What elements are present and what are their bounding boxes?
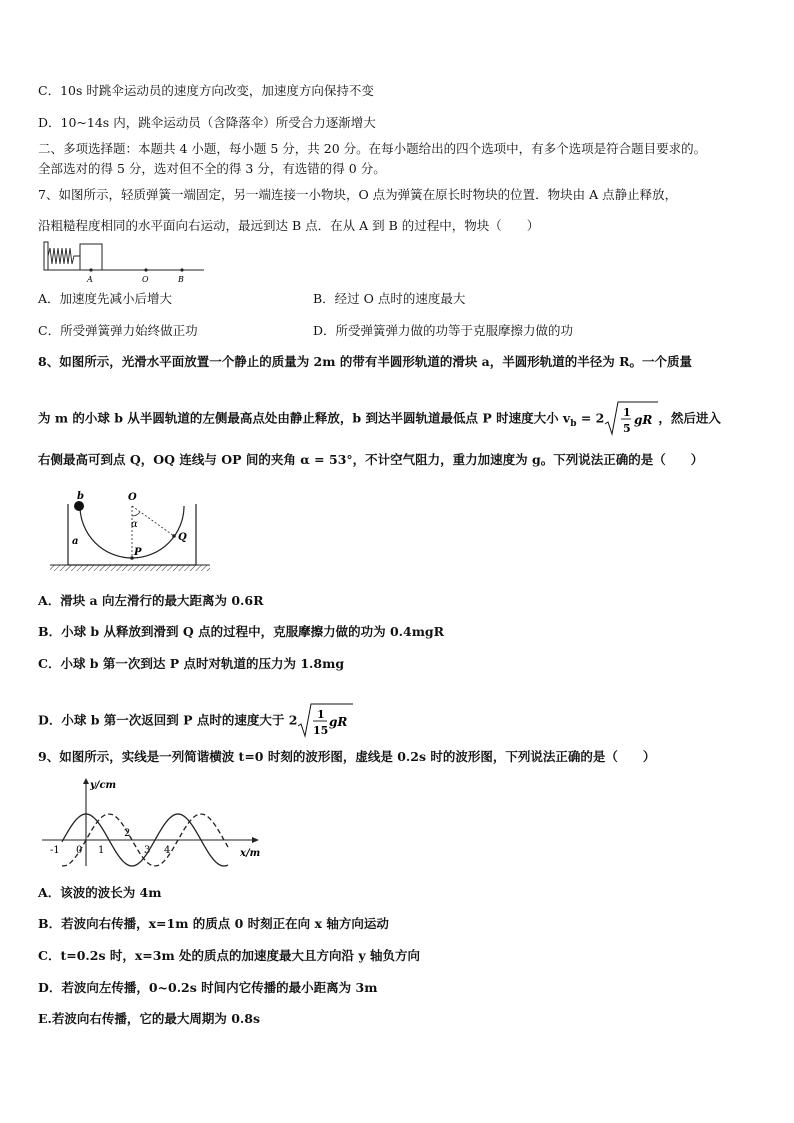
label-alpha: α [131,519,138,530]
tick-2: 2 [124,828,131,839]
q8-option-a: A．滑块 a 向左滑行的最大距离为 0.6R [38,593,264,608]
q7-stem-2: 沿粗糙程度相同的水平面向右运动，最远到达 B 点．在从 A 到 B 的过程中，物块（ ） [38,218,540,233]
q8-stem-2-end: ，然后进入 [658,410,721,426]
rad-gr-d: gR [329,715,348,729]
q8-option-d-text: D．小球 b 第一次返回到 P 点时的速度大于 2 [38,712,298,728]
sqrt-option-d [297,702,353,740]
frac-num: 1 [623,406,632,419]
tick-4: 4 [164,845,171,856]
tick-0: 0 [76,845,83,856]
frac-den: 5 [623,422,632,435]
axis-y-label: y/cm [90,780,117,791]
q9-option-a: A．该波的波长为 4m [38,885,162,900]
label-b: B [178,275,184,284]
radical-sign-d [297,702,353,740]
q7-figure [40,240,206,286]
label-o: O [128,492,137,503]
q8-option-c: C．小球 b 第一次到达 P 点时对轨道的压力为 1.8mg [38,656,345,671]
label-a: A [87,275,93,284]
vb-subscript: b [570,419,577,429]
q9-figure [40,778,265,868]
q8-eq: = 2 [576,410,605,426]
block [80,244,102,270]
ball-b [74,501,84,511]
q8-figure [50,490,210,578]
q7-option-a: A．加速度先减小后增大 [38,291,173,306]
label-q: Q [178,532,187,543]
spring [48,248,80,264]
tick-3: 3 [144,845,151,856]
q9-option-b: B．若波向右传播，x=1m 的质点 0 时刻正在向 x 轴方向运动 [38,916,389,931]
section2-heading: 二、多项选择题：本题共 4 小题，每小题 5 分，共 20 分。在每小题给出的四个选项中，有多个选项是符合题目要求的。 [38,141,707,156]
tick-1: 1 [98,845,105,856]
q7-option-d: D．所受弹簧弹力做的功等于克服摩擦力做的功 [313,323,574,338]
option-c-q6: C．10s 时跳伞运动员的速度方向改变，加速度方向保持不变 [38,83,374,98]
q9-stem: 9、如图所示，实线是一列简谐横波 t=0 时刻的波形图，虚线是 0.2s 时的波形图，下列说法正确的是（ ） [38,749,656,764]
q8-stem-2 [38,400,721,438]
q7-option-c: C．所受弹簧弹力始终做正功 [38,323,198,338]
q8-option-d [38,702,353,740]
axis-x-label: x/m [240,848,261,859]
frac-num-d: 1 [317,708,326,721]
q7-stem-1: 7、如图所示，轻质弹簧一端固定，另一端连接一小物块，O 点为弹簧在原长时物块的位置．物块由 A 点静止释放， [38,187,678,202]
label-a: a [72,536,79,547]
label-b: b [77,491,84,502]
q9-option-d: D．若波向左传播，0~0.2s 时间内它传播的最小距离为 3m [38,980,378,995]
q8-option-b: B．小球 b 从释放到滑到 Q 点的过程中，克服摩擦力做的功为 0.4mgR [38,624,445,639]
rad-gr: gR [634,413,653,427]
radical-sign [604,400,658,438]
q8-stem-1: 8、如图所示，光滑水平面放置一个静止的质量为 2m 的带有半圆形轨道的滑块 a，半圆形轨道的半径为 R。一个质量 [38,354,693,369]
frac-den-d: 15 [313,724,329,737]
q8-stem-3: 右侧最高可到点 Q，OQ 连线与 OP 间的夹角 α = 53°，不计空气阻力，重力加速度为 g。下列说法正确的是（ ） [38,452,704,467]
section2-scoring: 全部选对的得 5 分，选对但不全的得 3 分，有选错的得 0 分。 [38,161,386,176]
label-o: O [142,275,149,284]
option-d-q6: D．10~14s 内，跳伞运动员（含降落伞）所受合力逐渐增大 [38,115,376,130]
label-p: P [134,547,142,558]
q9-option-e: E.若波向右传播，它的最大周期为 0.8s [38,1011,261,1026]
q7-option-b: B．经过 O 点时的速度最大 [313,291,466,306]
q9-option-c: C．t=0.2s 时，x=3m 处的质点的加速度最大且方向沿 y 轴负方向 [38,948,421,963]
tick-neg1: -1 [50,845,60,856]
sqrt-vb [604,400,658,438]
q8-stem-2-text: 为 m 的小球 b 从半圆轨道的左侧最高点处由静止释放，b 到达半圆轨道最低点 P 时速度大小 v [38,410,571,426]
